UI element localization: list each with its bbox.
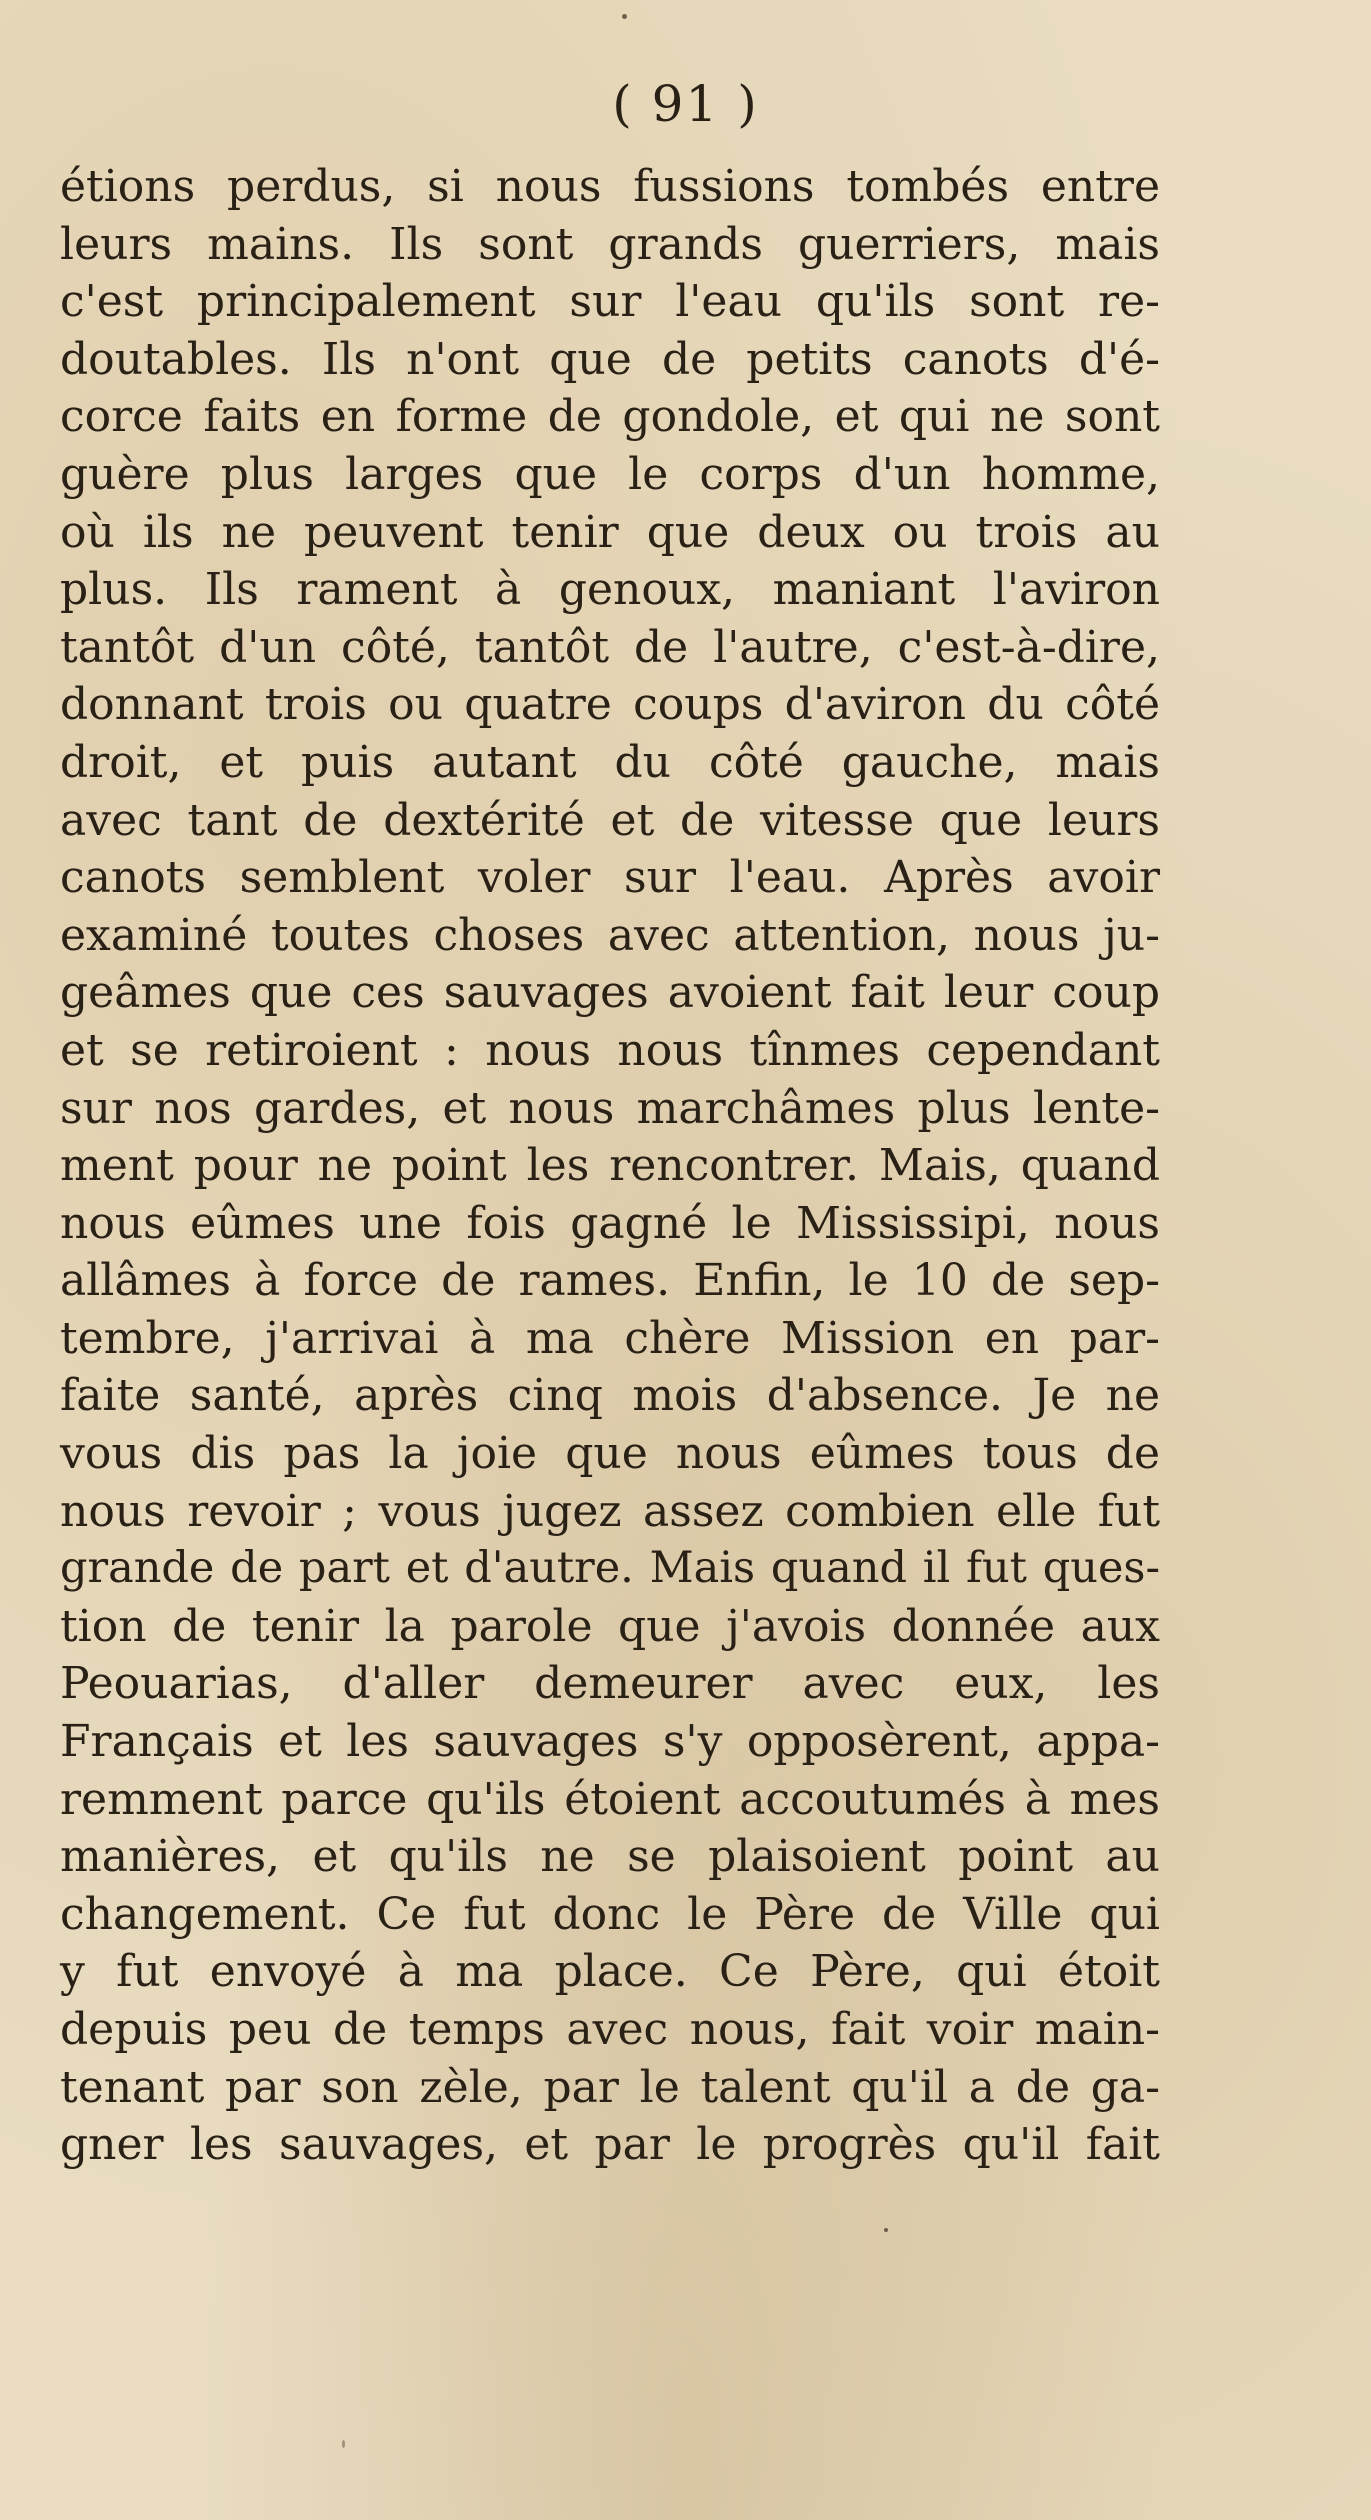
- text-line: étions perdus, si nous fussions tombés entre: [60, 161, 1160, 212]
- text-line: allâmes à force de rames. Enfin, le 10 de sep-: [60, 1255, 1160, 1307]
- text-line: où ils ne peuvent tenir que deux ou trois au: [60, 506, 1160, 558]
- text-line: doutables. Ils n'ont que de petits canots d'é-: [60, 333, 1160, 385]
- text-line: remment parce qu'ils étoient accoutumés à mes: [60, 1773, 1160, 1825]
- text-line: depuis peu de temps avec nous, fait voir main-: [60, 2004, 1160, 2055]
- text-line: droit, et puis autant du côté gauche, mais: [60, 736, 1160, 788]
- text-line: Français et les sauvages s'y opposèrent, appa-: [60, 1716, 1160, 1768]
- text-line: tembre, j'arrivai à ma chère Mission en par-: [60, 1312, 1160, 1364]
- text-line: sur nos gardes, et nous marchâmes plus lente-: [60, 1082, 1160, 1134]
- text-line: examiné toutes choses avec attention, nous ju-: [60, 909, 1160, 961]
- body-text: [60, 158, 1160, 2174]
- text-line: avec tant de dextérité et de vitesse que leurs: [60, 794, 1160, 846]
- text-line: ment pour ne point les rencontrer. Mais, quand: [60, 1140, 1160, 1192]
- text-line: Peouarias, d'aller demeurer avec eux, les: [60, 1658, 1160, 1710]
- text-line: vous dis pas la joie que nous eûmes tous de: [60, 1428, 1160, 1480]
- text-line: corce faits en forme de gondole, et qui ne sont: [60, 391, 1160, 443]
- paper-speck: [622, 14, 627, 19]
- text-line: plus. Ils rament à genoux, maniant l'aviron: [60, 564, 1160, 616]
- text-line: nous eûmes une fois gagné le Mississipi, nous: [60, 1197, 1160, 1249]
- text-line: nous revoir ; vous jugez assez combien elle fut: [60, 1485, 1160, 1537]
- text-line: donnant trois ou quatre coups d'aviron du côté: [60, 679, 1160, 731]
- text-line: gner les sauvages, et par le progrès qu'il fait: [60, 2119, 1160, 2171]
- text-line: geâmes que ces sauvages avoient fait leur coup: [60, 967, 1160, 1019]
- text-line: tantôt d'un côté, tantôt de l'autre, c'est-à-dire,: [60, 621, 1160, 673]
- paper-speck: [884, 2228, 888, 2232]
- text-line: grande de part et d'autre. Mais quand il fut ques-: [60, 1543, 1160, 1594]
- text-line: c'est principalement sur l'eau qu'ils sont re-: [60, 276, 1160, 328]
- paper-speck: [342, 2440, 345, 2448]
- text-line: leurs mains. Ils sont grands guerriers, mais: [60, 218, 1160, 270]
- text-line: tenant par son zèle, par le talent qu'il a de ga-: [60, 2061, 1160, 2113]
- text-line: guère plus larges que le corps d'un homme,: [60, 448, 1160, 500]
- text-line: y fut envoyé à ma place. Ce Père, qui étoit: [60, 1946, 1160, 1998]
- text-line: faite santé, après cinq mois d'absence. Je ne: [60, 1370, 1160, 1422]
- text-line: tion de tenir la parole que j'avois donnée aux: [60, 1600, 1160, 1652]
- text-line: manières, et qu'ils ne se plaisoient point au: [60, 1831, 1160, 1883]
- text-line: et se retiroient : nous nous tînmes cependant: [60, 1024, 1160, 1076]
- text-line: canots semblent voler sur l'eau. Après avoir: [60, 852, 1160, 904]
- text-line: changement. Ce fut donc le Père de Ville qui: [60, 1888, 1160, 1940]
- page-number: ( 91 ): [612, 75, 759, 133]
